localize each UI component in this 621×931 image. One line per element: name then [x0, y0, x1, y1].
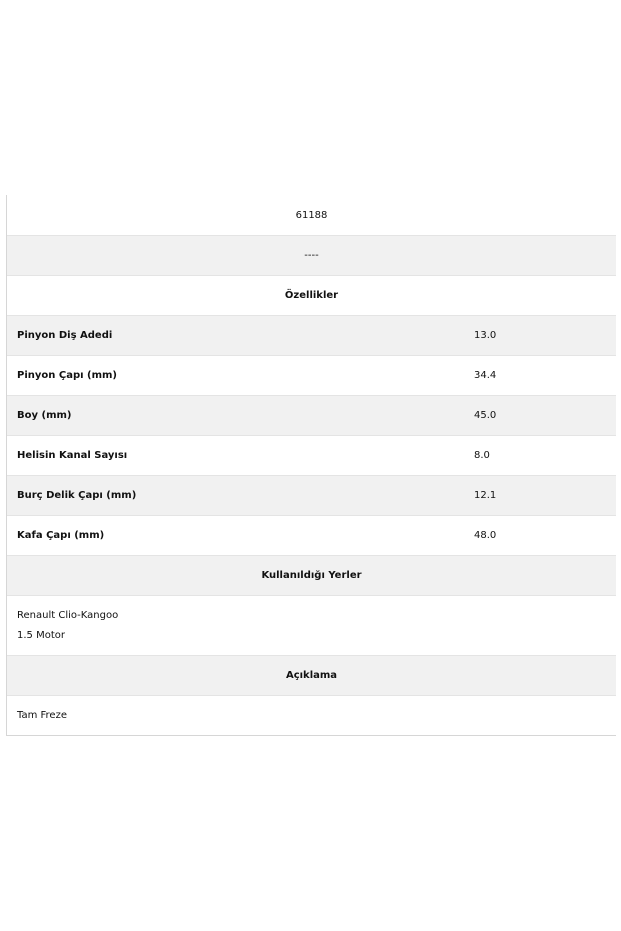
- spec-label: Kafa Çapı (mm): [17, 530, 105, 541]
- spec-table: [6, 195, 616, 736]
- features-header-row: [7, 275, 616, 315]
- spec-value: 8.0: [474, 450, 490, 461]
- features-title: Özellikler: [284, 290, 339, 301]
- usage-title: Kullanıldığı Yerler: [261, 570, 362, 581]
- product-code-row: [7, 195, 616, 235]
- table-row: [7, 435, 616, 475]
- spec-value: 45.0: [474, 410, 497, 421]
- table-row: [7, 515, 616, 555]
- product-code: 61188: [295, 209, 328, 221]
- spec-label: Helisin Kanal Sayısı: [17, 450, 128, 461]
- usage-content-row: [7, 595, 616, 655]
- spec-value: 12.1: [474, 490, 497, 501]
- spec-label: Burç Delik Çapı (mm): [17, 490, 137, 501]
- table-row: [7, 355, 616, 395]
- dashes-text: ----: [304, 250, 319, 261]
- table-row: [7, 395, 616, 435]
- description-header-row: [7, 655, 616, 695]
- usage-text: [7, 606, 118, 646]
- description-content-row: [7, 695, 616, 735]
- usage-header-row: [7, 555, 616, 595]
- description-text: Tam Freze: [17, 710, 67, 721]
- spec-label: Pinyon Çapı (mm): [17, 370, 117, 381]
- description-title: Açıklama: [285, 670, 338, 681]
- spec-label: Pinyon Diş Adedi: [17, 330, 113, 341]
- spec-value: 13.0: [474, 330, 497, 341]
- usage-line: Renault Clio-Kangoo: [17, 609, 119, 621]
- spec-value: 48.0: [474, 530, 497, 541]
- spec-label: Boy (mm): [17, 410, 72, 421]
- spec-value: 34.4: [474, 370, 497, 381]
- dashes-row: [7, 235, 616, 275]
- table-row: [7, 475, 616, 515]
- table-row: [7, 315, 616, 355]
- usage-line: 1.5 Motor: [17, 629, 65, 641]
